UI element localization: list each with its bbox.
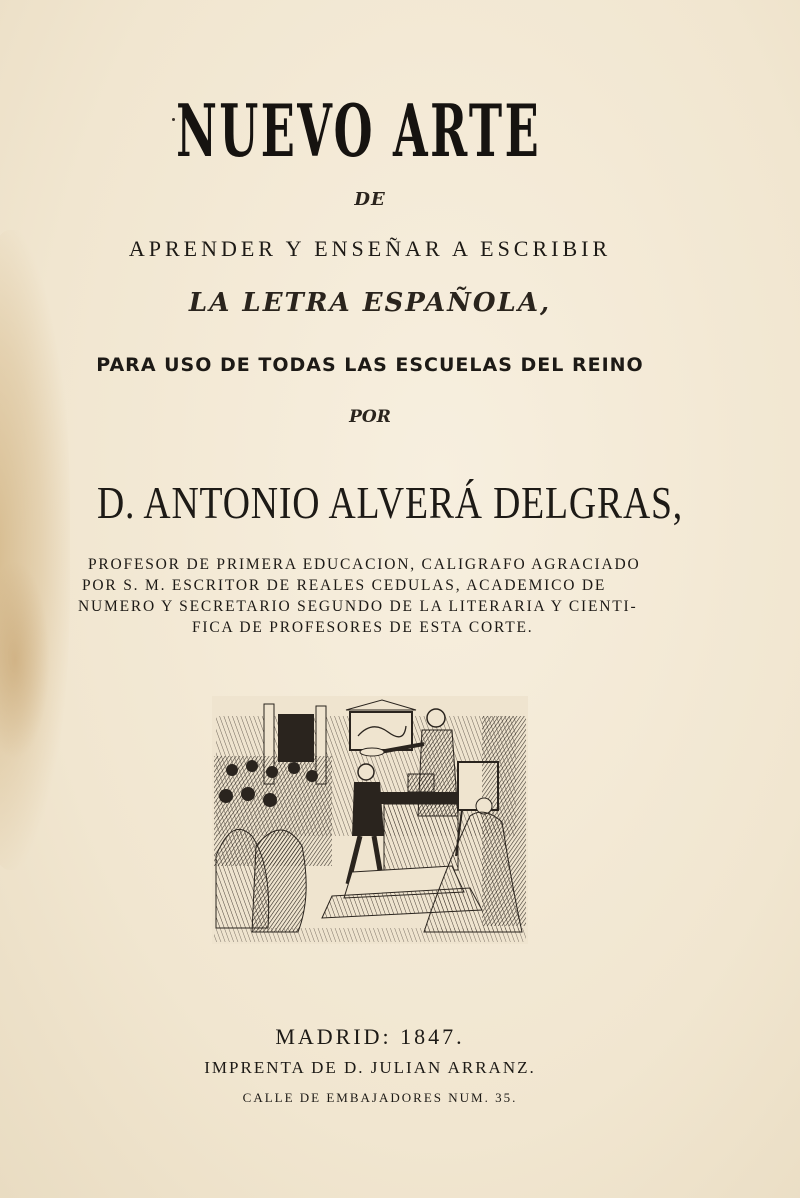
credentials-line: PROFESOR DE PRIMERA EDUCACION, CALIGRAFO AGRACIADO xyxy=(88,556,641,573)
author-name: D. ANTONIO ALVERÁ DELGRAS, xyxy=(96,477,684,528)
author-credentials xyxy=(78,554,662,638)
credentials-line: NUMERO Y SECRETARIO SEGUNDO DE LA LITERARIA Y CIENTI- xyxy=(78,598,638,615)
by-connector: POR xyxy=(349,407,391,427)
credentials-line: POR S. M. ESCRITOR DE REALES CEDULAS, ACADEMICO DE xyxy=(82,577,607,594)
water-stain xyxy=(0,230,70,870)
subtitle-line-3: PARA USO DE TODAS LAS ESCUELAS DEL REINO xyxy=(96,354,644,376)
subtitle-line-1: APRENDER Y ENSEÑAR A ESCRIBIR xyxy=(128,236,612,261)
schoolroom-engraving xyxy=(212,696,528,944)
subtitle-line-2: LA LETRA ESPAÑOLA, xyxy=(188,288,552,318)
title-connector: DE xyxy=(354,189,386,210)
credentials-line: FICA DE PROFESORES DE ESTA CORTE. xyxy=(192,619,534,636)
book-title: NUEVO ARTE xyxy=(176,88,542,173)
imprint-press: IMPRENTA DE D. JULIAN ARRANZ. xyxy=(204,1058,536,1077)
imprint-city-year: MADRID: 1847. xyxy=(275,1024,465,1049)
imprint-address: CALLE DE EMBAJADORES NUM. 35. xyxy=(242,1090,518,1105)
